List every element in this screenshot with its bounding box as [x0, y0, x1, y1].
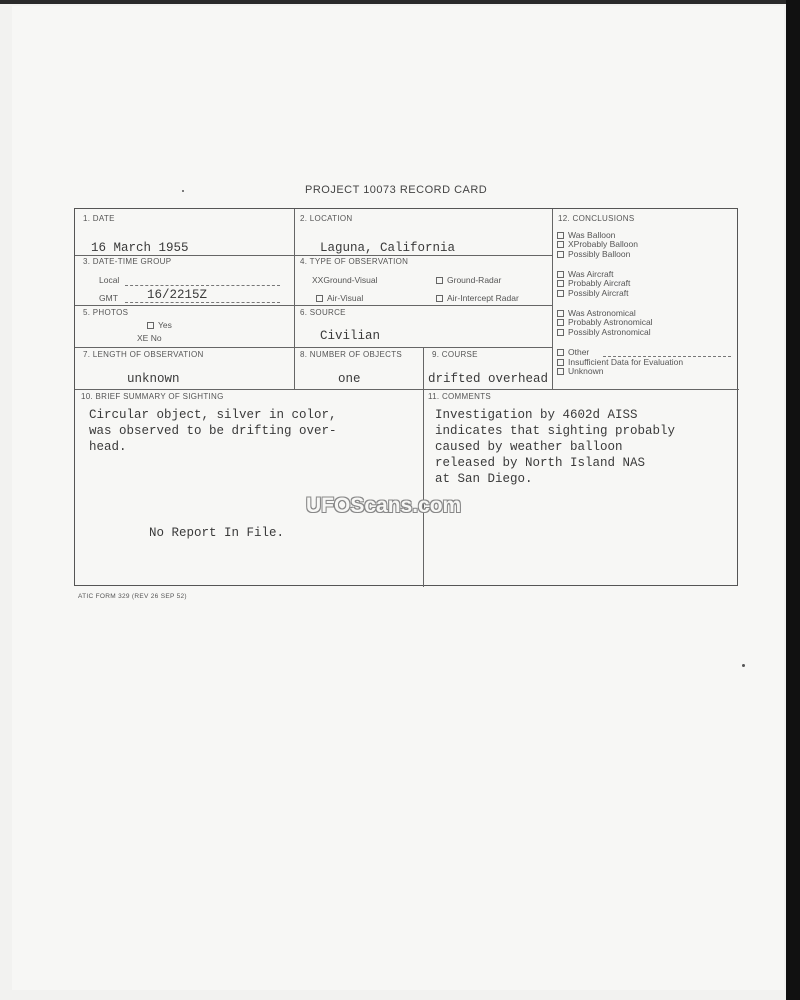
comments-line: released by North Island NAS: [435, 456, 646, 470]
record-card: [74, 208, 738, 586]
checkbox-icon: [316, 295, 323, 302]
photos-yes-option: Yes: [147, 320, 172, 330]
checkbox-icon: [436, 295, 443, 302]
conclusion-option: Other: [557, 348, 589, 358]
checkbox-icon: [557, 251, 564, 258]
comments-label: 11. COMMENTS: [428, 392, 492, 401]
checkbox-icon: [557, 359, 564, 366]
air-visual-option: Air-Visual: [316, 293, 363, 303]
photos-no-option: XE No: [137, 333, 162, 343]
source-value: Civilian: [320, 329, 381, 343]
summary-text: [89, 407, 337, 455]
scan-speck: [742, 664, 745, 667]
scan-top-edge: [0, 0, 800, 4]
conclusion-option: Insufficient Data for Evaluation: [557, 358, 683, 368]
divider: [75, 305, 552, 306]
summary-label: 10. BRIEF SUMMARY OF SIGHTING: [81, 392, 224, 401]
conclusion-option: Probably Aircraft: [557, 279, 630, 289]
photos-label: 5. PHOTOS: [83, 308, 129, 317]
conclusion-option: Was Aircraft: [557, 270, 614, 280]
number-of-objects-label: 8. NUMBER OF OBJECTS: [300, 350, 403, 359]
source-label: 6. SOURCE: [300, 308, 346, 317]
course-label: 9. COURSE: [432, 350, 478, 359]
number-of-objects-value: one: [338, 372, 361, 386]
checkbox-icon: [436, 277, 443, 284]
comments-line: Investigation by 4602d AISS: [435, 408, 638, 422]
checkbox-icon: [557, 232, 564, 239]
divider: [294, 209, 295, 389]
divider: [75, 347, 552, 348]
divider: [75, 255, 552, 256]
checkbox-icon: [557, 290, 564, 297]
summary-line: head.: [89, 440, 127, 454]
conclusion-option: Was Astronomical: [557, 309, 636, 319]
checked-mark: X: [568, 239, 574, 249]
checkbox-icon: [147, 322, 154, 329]
conclusion-option: Possibly Astronomical: [557, 328, 651, 338]
checkbox-icon: [557, 329, 564, 336]
conclusions-label: 12. CONCLUSIONS: [558, 214, 635, 223]
local-line: [125, 285, 280, 286]
comments-line: at San Diego.: [435, 472, 533, 486]
conclusion-option: Probably Astronomical: [557, 318, 653, 328]
gmt-value: 16/2215Z: [147, 288, 208, 302]
air-intercept-radar-option: Air-Intercept Radar: [436, 293, 519, 303]
date-label: 1. DATE: [83, 214, 115, 223]
comments-line: caused by weather balloon: [435, 440, 623, 454]
gmt-line: [125, 302, 280, 303]
type-of-observation-label: 4. TYPE OF OBSERVATION: [300, 257, 409, 266]
conclusion-option: Was Balloon: [557, 231, 615, 241]
divider: [423, 347, 424, 587]
conclusion-option: Possibly Balloon: [557, 250, 630, 260]
scan-speck: [182, 190, 184, 192]
course-value: drifted overhead: [428, 372, 549, 386]
checkbox-icon: [557, 241, 564, 248]
conclusion-option: XProbably Balloon: [557, 240, 638, 250]
conclusion-option: Possibly Aircraft: [557, 289, 628, 299]
card-title: PROJECT 10073 RECORD CARD: [305, 184, 488, 196]
checkbox-icon: [557, 280, 564, 287]
conclusion-option: Unknown: [557, 367, 603, 377]
comments-line: indicates that sighting probably: [435, 424, 676, 438]
checkbox-icon: [557, 271, 564, 278]
date-value: 16 March 1955: [91, 241, 189, 255]
divider: [552, 209, 553, 389]
divider: [75, 389, 739, 390]
checkbox-icon: [557, 310, 564, 317]
length-of-observation-label: 7. LENGTH OF OBSERVATION: [83, 350, 204, 359]
gmt-label: GMT: [99, 293, 118, 303]
date-time-group-label: 3. DATE-TIME GROUP: [83, 257, 172, 266]
ground-visual-option: XXGround-Visual: [312, 275, 378, 285]
ground-radar-option: Ground-Radar: [436, 275, 501, 285]
summary-line: Circular object, silver in color,: [89, 408, 337, 422]
length-of-observation-value: unknown: [127, 372, 180, 386]
form-code: ATIC FORM 329 (REV 26 SEP 52): [78, 593, 187, 600]
summary-line: was observed to be drifting over-: [89, 424, 337, 438]
location-value: Laguna, California: [320, 241, 456, 255]
watermark: UFOScans.com: [306, 494, 462, 517]
checkbox-icon: [557, 349, 564, 356]
checkbox-icon: [557, 368, 564, 375]
scan-right-edge: [786, 0, 800, 1000]
no-report-note: No Report In File.: [149, 526, 285, 540]
local-label: Local: [99, 275, 120, 285]
location-label: 2. LOCATION: [300, 214, 353, 223]
checkbox-icon: [557, 319, 564, 326]
comments-text: [435, 407, 675, 487]
